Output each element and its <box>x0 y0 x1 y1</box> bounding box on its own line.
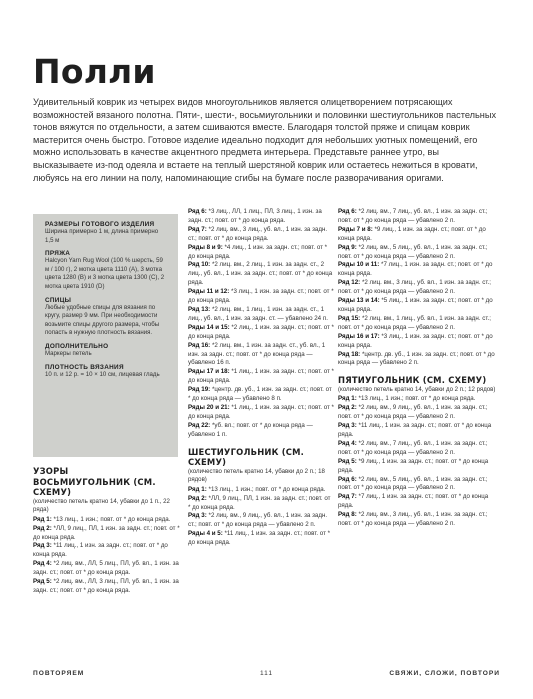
row-text: *2 лиц. вм., 9 лиц., уб. вл., 1 изн. за задн. ст.; повт. от * до конца ряда — убавлено 2 п. <box>338 404 488 421</box>
row-text: *11 лиц., 1 изн. за задн. ст.; повт. от * до конца ряда. <box>33 542 168 559</box>
pattern-row <box>338 440 500 458</box>
pattern-row <box>338 422 500 440</box>
row-text: *1 лиц., 1 изн. за задн. ст.; повт. от * до конца ряда. <box>188 368 334 385</box>
pattern-row <box>338 511 500 529</box>
row-text: *3 лиц., ЛЛ, 1 лиц., ПЛ, 3 лиц., 1 изн. за задн. ст.; повт. от * до конца ряда. <box>188 208 322 224</box>
pattern-row <box>188 208 334 226</box>
pattern-row <box>188 512 334 530</box>
row-text: *2 лиц. вм., 3 лиц., уб. вл., 1 изн. за задн. ст.; повт. от * до конца ряда — убавлено 2 п. <box>338 511 488 528</box>
row-text: *2 лиц. вм., ЛЛ, 3 лиц., ПЛ, уб. вл., 1 изн. за задн. ст.; повт. от * до конца ряда. <box>33 578 179 594</box>
row-text: *9 лиц., 1 изн. за задн. ст.; повт. от * до конца ряда. <box>338 457 489 474</box>
row-text: *2 лиц. вм., 5 лиц., уб. вл., 1 изн. за задн. ст.; повт. от * до конца ряда — убавлено 2 п. <box>338 243 488 260</box>
footer-left: ПОВТОРЯЕМ <box>33 670 85 677</box>
sidebar-text: Маркеры петель <box>45 349 92 357</box>
pattern-row <box>188 226 334 244</box>
row-label: Ряды 11 и 12: <box>188 288 230 296</box>
row-list <box>188 208 334 440</box>
row-label: Ряд 1: <box>33 515 52 523</box>
row-text: *2 лиц. вм., 9 лиц., уб. вл., 1 изн. за задн. ст.; повт. от * до конца ряда — убавлено 2 п. <box>188 512 328 529</box>
pattern-row <box>188 261 334 288</box>
sidebar-heading: СПИЦЫ <box>45 296 72 304</box>
row-text: *2 лиц. вм., ЛЛ, 5 лиц., ПЛ, уб. вл., 1 изн. за задн. ст.; повт. от * до конца ряда. <box>33 560 179 577</box>
row-list <box>33 516 181 596</box>
row-text: *2 лиц. вм., 3 лиц., уб. вл., 1 изн. за задн. ст.; повт. от * до конца ряда — убавлено 2 п. <box>338 279 491 296</box>
row-label: Ряд 7: <box>188 225 207 233</box>
section-heading: ШЕСТИУГОЛЬНИК (СМ. СХЕМУ) <box>188 446 305 468</box>
pattern-row <box>338 395 500 404</box>
pattern-row <box>33 578 181 596</box>
pattern-row <box>338 279 500 297</box>
column-2 <box>188 208 334 548</box>
row-label: Ряд 5: <box>338 457 357 465</box>
pattern-row <box>338 208 500 226</box>
pattern-row <box>33 542 181 560</box>
section-heading: ПЯТИУГОЛЬНИК (СМ. СХЕМУ) <box>338 375 487 386</box>
row-label: Ряд 2: <box>188 494 207 502</box>
row-label: Ряды 7 и 8: <box>338 225 373 233</box>
sidebar-text: 10 п. и 12 р. = 10 × 10 см, лицевая гладь <box>45 370 160 378</box>
row-list <box>188 486 334 548</box>
pattern-row <box>188 324 334 342</box>
pattern-row <box>188 422 334 440</box>
footer-right: СВЯЖИ, СЛОЖИ, ПОВТОРИ <box>389 670 500 677</box>
pattern-row <box>188 495 334 513</box>
pattern-row <box>338 493 500 511</box>
row-text: *4 лиц., 1 изн. за задн. ст.; повт. от * до конца ряда. <box>188 243 328 260</box>
pattern-row <box>188 288 334 306</box>
row-text: *2 лиц., 1 изн. за задн. ст.; повт. от * до конца ряда. <box>188 323 334 340</box>
pattern-row <box>188 342 334 369</box>
row-text: *11 лиц., 1 изн. за задн. ст.; повт. от * до конца ряда. <box>188 530 331 547</box>
row-text: *центр. дв. уб., 1 изн. за задн. ст.; повт. от * до конца ряда — убавлено 2 п. <box>338 350 495 367</box>
pattern-note: (количество петель кратно 14, убавки до 2 п.; 12 рядов) <box>338 385 496 393</box>
pattern-row <box>338 333 500 351</box>
row-label: Ряд 13: <box>188 305 211 313</box>
pattern-note: (количество петель кратно 14, убавки до 2 п.; 18 рядов) <box>188 467 325 484</box>
row-label: Ряд 16: <box>188 341 211 349</box>
row-label: Ряд 12: <box>338 279 361 287</box>
row-label: Ряд 2: <box>33 524 52 532</box>
row-list <box>338 395 500 529</box>
sidebar-text: Ширина примерно 1 м, длина примерно 1,5 м <box>45 228 159 244</box>
row-text: *5 лиц., 1 изн. за задн. ст.; повт. от * до конца ряда. <box>338 297 493 313</box>
row-label: Ряд 9: <box>338 243 357 251</box>
pattern-row <box>338 261 500 279</box>
row-label: Ряд 3: <box>188 512 207 520</box>
row-text: *2 лиц. вм., 7 лиц., уб. вл., 1 изн. за задн. ст.; повт. от * до конца ряда — убавлено 2 п. <box>338 439 488 456</box>
row-text: *2 лиц. вм., 2 лиц., 1 изн. за задн. ст., 2 лиц., уб. вл., 1 изн. за задн. ст.; повт. от * до конца ряда. <box>188 261 333 287</box>
row-text: *11 лиц., 1 изн. за задн. ст.; повт. от * до конца ряда. <box>338 422 492 439</box>
row-label: Ряд 5: <box>33 578 52 586</box>
row-label: Ряды 17 и 18: <box>188 368 230 376</box>
row-label: Ряд 3: <box>33 542 52 550</box>
row-label: Ряд 6: <box>338 475 357 483</box>
row-label: Ряд 6: <box>338 208 357 215</box>
row-label: Ряд 1: <box>338 395 357 403</box>
row-label: Ряды 4 и 5: <box>188 530 223 538</box>
row-label: Ряд 1: <box>188 485 207 493</box>
row-text: *1 лиц., 1 изн. за задн. ст.; повт. от * до конца ряда. <box>188 403 334 420</box>
row-label: Ряд 8: <box>338 511 357 519</box>
row-label: Ряд 4: <box>33 560 52 568</box>
row-text: *2 лиц. вм., 7 лиц., уб. вл., 1 изн. за задн. ст.; повт. от * до конца ряда — убавлено 2 п. <box>338 208 488 224</box>
row-label: Ряд 18: <box>338 350 361 358</box>
row-label: Ряд 2: <box>338 404 357 412</box>
row-label: Ряды 14 и 15: <box>188 323 230 331</box>
pattern-note: (количество петель кратно 14, убавки до 1 п., 22 ряда) <box>33 497 170 514</box>
sidebar-heading: ДОПОЛНИТЕЛЬНО <box>45 342 109 350</box>
pattern-row <box>338 226 500 244</box>
pattern-row <box>33 525 181 543</box>
row-label: Ряд 19: <box>188 386 211 394</box>
pattern-row <box>338 351 500 369</box>
pattern-row <box>338 458 500 476</box>
sidebar-heading: ПРЯЖА <box>45 250 71 258</box>
row-text: *центр. дв. уб., 1 изн. за задн. ст.; повт. от * до конца ряда — убавлено 8 п. <box>188 386 332 403</box>
row-text: *7 лиц., 1 изн. за задн. ст.; повт. от * до конца ряда. <box>338 493 489 510</box>
row-label: Ряды 16 и 17: <box>338 332 380 340</box>
pattern-row <box>338 315 500 333</box>
row-label: Ряд 15: <box>338 314 361 322</box>
row-label: Ряд 10: <box>188 261 211 269</box>
pattern-row <box>33 516 181 525</box>
row-text: *3 лиц., 1 изн. за задн. ст.; повт. от * до конца ряда. <box>188 288 334 305</box>
pattern-row <box>188 306 334 324</box>
pattern-row <box>338 404 500 422</box>
pattern-row <box>188 244 334 262</box>
row-label: Ряд 3: <box>338 422 357 430</box>
pattern-row <box>188 404 334 422</box>
row-text: *ЛЛ, 9 лиц., ПЛ, 1 изн. за задн. ст.; повт. от * до конца ряда. <box>188 494 331 511</box>
row-text: *2 лиц. вм., 1 лиц., уб. вл., 1 изн. за задн. ст.; повт. от * до конца ряда — убавлено 2 п. <box>338 314 491 331</box>
pattern-row <box>188 368 334 386</box>
pattern-row <box>33 560 181 578</box>
pattern-row <box>188 386 334 404</box>
subsection-heading: ВОСЬМИУГОЛЬНИК (СМ. СХЕМУ) <box>33 476 156 497</box>
section-heading: УЗОРЫ <box>33 466 69 476</box>
pattern-row <box>188 486 334 495</box>
row-label: Ряды 10 и 11: <box>338 261 380 269</box>
row-label: Ряды 13 и 14: <box>338 297 380 305</box>
pattern-row <box>188 530 334 548</box>
row-text: *3 лиц., 1 изн. за задн. ст.; повт. от * до конца ряда. <box>338 332 493 349</box>
info-sidebar <box>33 214 178 457</box>
row-text: *13 лиц., 1 изн.; повт. от * до конца ряда. <box>53 515 171 523</box>
row-text: *13 лиц., 1 изн.; повт. от * до конца ряда. <box>208 485 326 493</box>
row-text: *ЛЛ, 9 лиц., ПЛ, 1 изн. за задн. ст.; повт. от * до конца ряда. <box>33 524 180 541</box>
intro-text: Удивительный коврик из четырех видов многоугольников является олицетворением потрясающих возможностей вязаного полотна. Пяти-, шести-, восьмиугольники и половинки шестиугольников пастельных тонов вяжутся по отдельности, а затем сшиваются вместе. Благодаря толстой пряже и спицам коврик мастерится очень быстро. Готовое изделие идеально подходит для небольших уютных помещений, его можно использовать в качестве акцентного предмета интерьера. Представьте раннее утро, вы высказываете из-под одеяла и встаете на теплый шерстяной коврик или остаетесь нежиться в кровати, любуясь на его линии на полу, напоминающие сгибы на бумаге после разворачивания оригами. <box>33 97 497 183</box>
row-label: Ряд 7: <box>338 493 357 501</box>
row-label: Ряд 6: <box>188 208 207 215</box>
row-text: *13 лиц., 1 изн.; повт. от * до конца ряда. <box>358 395 476 403</box>
sidebar-heading: РАЗМЕРЫ ГОТОВОГО ИЗДЕЛИЯ <box>45 221 155 228</box>
sidebar-text: Halcyon Yarn Rug Wool (100 % шерсть, 59 м / 100 г), 2 мотка цвета 1110 (A), 3 мотка цвета 1280 (B) и 3 мотка цвета 1300 (C), 2 мотка цвета 1910 (D) <box>45 257 165 290</box>
page-title: Полли <box>33 52 156 91</box>
row-text: *2 лиц. вм., 1 лиц., 1 изн. за задн. ст., 1 лиц., уб. вл., 1 изн. за задн. ст. — убавлено 24 п. <box>188 305 328 322</box>
row-text: *9 лиц., 1 изн. за задн. ст.; повт. от * до конца ряда. <box>338 225 486 242</box>
pattern-row <box>338 244 500 262</box>
row-label: Ряд 4: <box>338 439 357 447</box>
row-text: *уб. вл.; повт. от * до конца ряда — убавлено 1 п. <box>188 421 313 438</box>
column-1 <box>33 466 181 596</box>
sidebar-heading: ПЛОТНОСТЬ ВЯЗАНИЯ <box>45 363 124 371</box>
page-number: 111 <box>259 670 274 677</box>
row-label: Ряд 22: <box>188 421 211 429</box>
sidebar-text: Любые удобные спицы для вязания по кругу, размер 9 мм. При необходимости возьмите спицы другого размера, чтобы попасть в нужную плотность вязания. <box>45 303 160 337</box>
pattern-row <box>338 297 500 315</box>
row-label: Ряды 8 и 9: <box>188 243 223 251</box>
row-list <box>338 208 500 368</box>
page-footer <box>33 670 500 680</box>
intro-paragraph <box>33 96 501 184</box>
column-3 <box>338 208 500 529</box>
row-text: *2 лиц. вм., 1 изн. за задн. ст., уб. вл., 1 изн. за задн. ст.; повт. от * до конца ряда — убавлено 16 п. <box>188 341 326 367</box>
row-text: *2 лиц. вм., 5 лиц., уб. вл., 1 изн. за задн. ст.; повт. от * до конца ряда — убавлено 2 п. <box>338 475 488 492</box>
pattern-row <box>338 476 500 494</box>
row-text: *2 лиц. вм., 3 лиц., уб. вл., 1 изн. за задн. ст.; повт. от * до конца ряда. <box>188 225 328 242</box>
row-text: *7 лиц., 1 изн. за задн. ст.; повт. от * до конца ряда. <box>338 261 493 278</box>
row-label: Ряды 20 и 21: <box>188 403 230 411</box>
